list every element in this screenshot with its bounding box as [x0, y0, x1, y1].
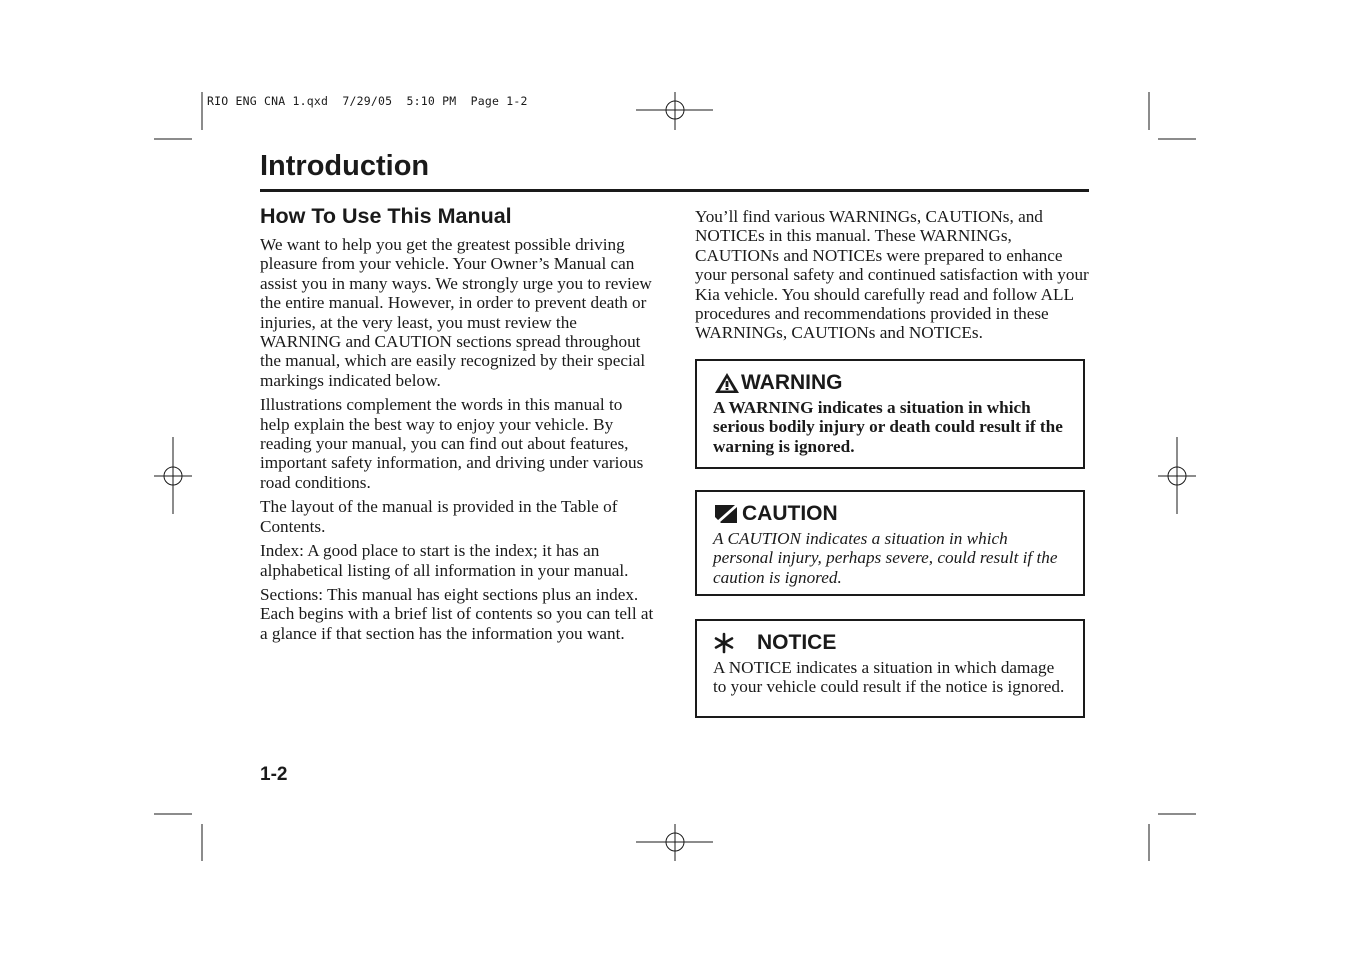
page-number: 1-2: [260, 764, 288, 785]
right-column: [695, 207, 1090, 348]
caution-text: A CAUTION indicates a situation in which personal injury, perhaps severe, could result if the caution is ignored.: [713, 529, 1058, 587]
paragraph: Illustrations complement the words in this manual to help explain the best way to enjoy your vehicle. By reading your manual, you can find out about features, important safety information, and driving under various road conditions.: [260, 395, 644, 492]
print-slug: RIO ENG CNA 1.qxd 7/29/05 5:10 PM Page 1-2: [207, 94, 528, 108]
warning-box: [695, 359, 1085, 469]
warning-heading: [713, 371, 1067, 395]
warning-text: A WARNING indicates a situation in which serious bodily injury or death could result if the warning is ignored.: [713, 398, 1063, 456]
warning-triangle-icon: [713, 371, 741, 395]
left-column: [260, 204, 655, 648]
caution-title: CAUTION: [742, 502, 838, 525]
paragraph: We want to help you get the greatest possible driving pleasure from your vehicle. Your Owner’s Manual can assist you in many ways. We strongly urge you to review the entire manual. However, in order to prevent death or injuries, at the very least, you must review the WARNING and CAUTION sections spread throughout the manual, which are easily recognized by their special markings indicated below.: [260, 235, 652, 390]
warning-title: WARNING: [741, 371, 843, 394]
notice-text: A NOTICE indicates a situation in which damage to your vehicle could result if the notice is ignored.: [713, 658, 1065, 697]
caution-heading: [713, 502, 1067, 526]
section-heading: How To Use This Manual: [260, 204, 512, 228]
paragraph: Index: A good place to start is the index; it has an alphabetical listing of all information in your manual.: [260, 541, 629, 580]
notice-heading: [713, 631, 1067, 655]
caution-slash-icon: [713, 503, 739, 525]
paragraph: The layout of the manual is provided in the Table of Contents.: [260, 497, 618, 536]
notice-box: [695, 619, 1085, 718]
paragraph: Sections: This manual has eight sections plus an index. Each begins with a brief list of contents so you can tell at a glance if that section has the information you want.: [260, 584, 654, 643]
page-title: Introduction: [260, 150, 430, 182]
asterisk-icon: [713, 632, 735, 654]
notice-title: NOTICE: [757, 631, 837, 654]
intro-paragraph: You’ll find various WARNINGs, CAUTIONs, and NOTICEs in this manual. These WARNINGs, CAUTIONs and NOTICEs were prepared to enhance your personal safety and continued satisfaction with your Kia vehicle. You should carefully read and follow ALL procedures and recommendations provided in these WARNINGs, CAUTIONs and NOTICEs.: [695, 207, 1089, 343]
title-rule: [260, 189, 1089, 192]
caution-box: [695, 490, 1085, 596]
